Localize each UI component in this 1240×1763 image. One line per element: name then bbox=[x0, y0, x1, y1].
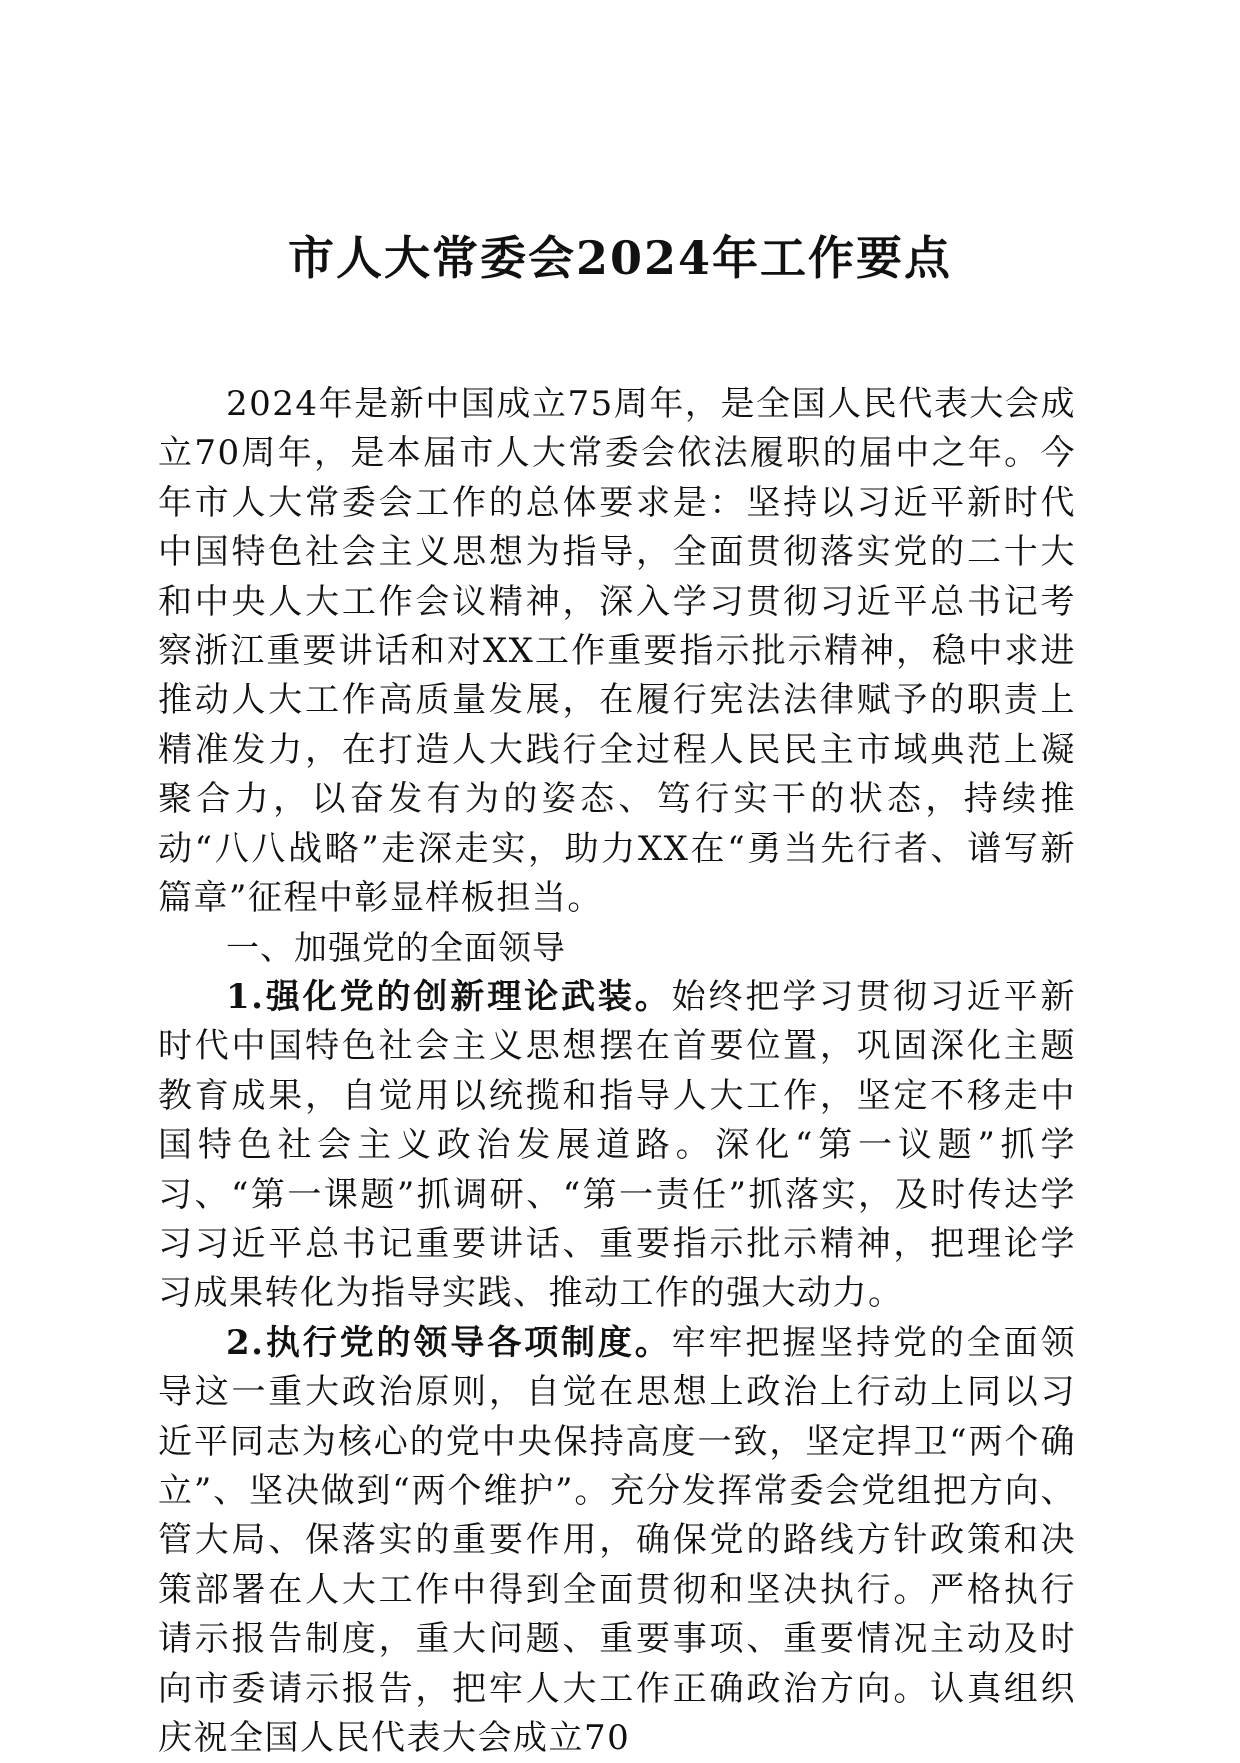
document-title: 市人大常委会2024年工作要点 bbox=[287, 231, 953, 285]
section-item-paragraph bbox=[158, 1319, 1076, 1763]
section-heading: 一、加强党的全面领导 bbox=[226, 928, 566, 968]
section-item-paragraph bbox=[158, 973, 1076, 1319]
document-body bbox=[158, 380, 1076, 1763]
item-text: 牢牢把握坚持党的全面领导这一重大政治原则，自觉在思想上政治上行动上同以习近平同志为核心的党中央保持高度一致，坚定捍卫“两个确立”、坚决做到“两个维护”。充分发挥常委会党组把方向、管大局、保落实的重要作用，确保党的路线方针政策和决策部署在人大工作中得到全面贯彻和坚决执行。严格执行请示报告制度，重大问题、重要事项、重要情况主动及时向市委请示报告，把牢人大工作正确政治方向。认真组织庆祝全国人民代表大会成立70 bbox=[158, 1322, 1077, 1758]
item-lead: 2.执行党的领导各项制度。 bbox=[226, 1322, 672, 1363]
item-text: 始终把学习贯彻习近平新时代中国特色社会主义思想摆在首要位置，巩固深化主题教育成果，自觉用以统揽和指导人大工作，坚定不移走中国特色社会主义政治发展道路。深化“第一议题”抓学习、“第一课题”抓调研、“第一责任”抓落实，及时传达学习习近平总书记重要讲话、重要指示批示精神，把理论学习成果转化为指导实践、推动工作的强大动力。 bbox=[158, 976, 1077, 1314]
intro-paragraph: 2024年是新中国成立75周年，是全国人民代表大会成立70周年，是本届市人大常委会依法履职的届中之年。今年市人大常委会工作的总体要求是：坚持以习近平新时代中国特色社会主义思想为指导，全面贯彻落实党的二十大和中央人大工作会议精神，深入学习贯彻习近平总书记考察浙江重要讲话和对XX工作重要指示批示精神，稳中求进推动人大工作高质量发展，在履行宪法法律赋予的职责上精准发力，在打造人大践行全过程人民民主市域典范上凝聚合力，以奋发有为的姿态、笃行实干的状态，持续推动“八八战略”走深走实，助力XX在“勇当先行者、谱写新篇章”征程中彰显样板担当。 bbox=[158, 384, 1076, 919]
item-lead: 1.强化党的创新理论武装。 bbox=[226, 976, 672, 1017]
